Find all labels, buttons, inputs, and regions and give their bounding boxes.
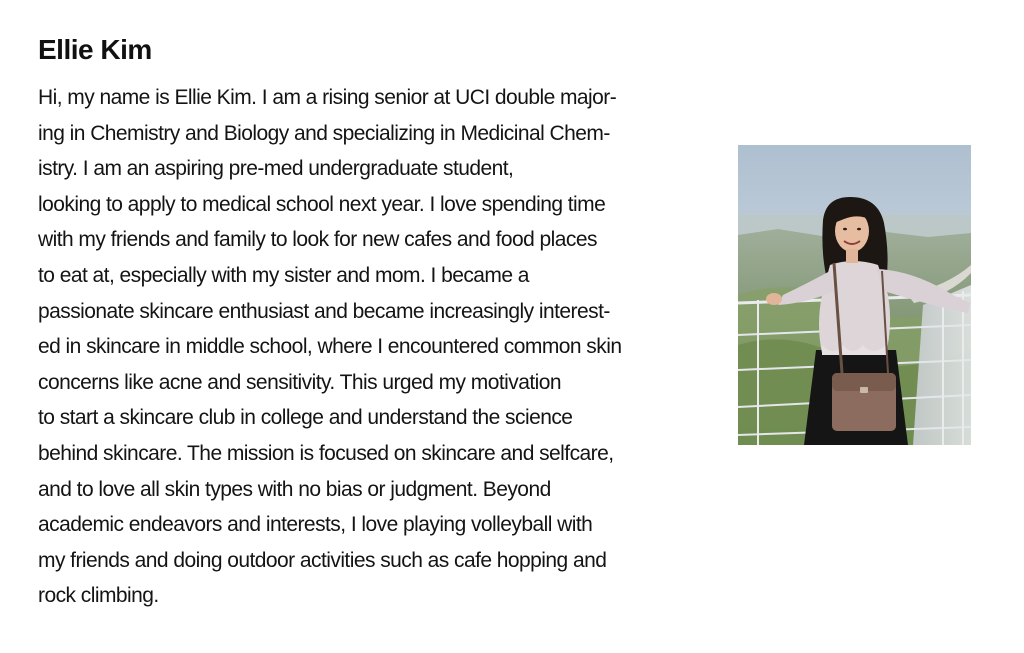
- bio-line: ing in Chemistry and Biology and specializing in Medicinal Chem-: [38, 121, 610, 145]
- bio-line: Hi, my name is Ellie Kim. I am a rising senior at UCI double major-: [38, 86, 617, 109]
- bio-line: concerns like acne and sensitivity. This urged my motivation: [38, 370, 561, 394]
- profile-name: Ellie Kim: [38, 34, 152, 65]
- profile-bio: [38, 80, 718, 614]
- bio-line: ed in skincare in middle school, where I encountered common skin: [38, 335, 622, 359]
- bio-line: and to love all skin types with no bias or judgment. Beyond: [38, 477, 551, 501]
- bio-line: istry. I am an aspiring pre-med undergraduate student,: [38, 157, 514, 181]
- bio-line: to eat at, especially with my sister and mom. I became a: [38, 263, 529, 287]
- bio-line: behind skincare. The mission is focused on skincare and selfcare,: [38, 441, 614, 465]
- profile-photo: [738, 145, 971, 445]
- bio-line: to start a skincare club in college and understand the science: [38, 406, 573, 430]
- bio-line: passionate skincare enthusiast and became increasingly interest-: [38, 299, 610, 323]
- bio-line: academic endeavors and interests, I love playing volleyball with: [38, 513, 593, 537]
- bio-line: my friends and doing outdoor activities such as cafe hopping and: [38, 548, 607, 572]
- bio-line: looking to apply to medical school next year. I love spending time: [38, 192, 606, 216]
- bio-line: rock climbing.: [38, 584, 159, 608]
- bio-line: with my friends and family to look for new cafes and food places: [38, 228, 597, 252]
